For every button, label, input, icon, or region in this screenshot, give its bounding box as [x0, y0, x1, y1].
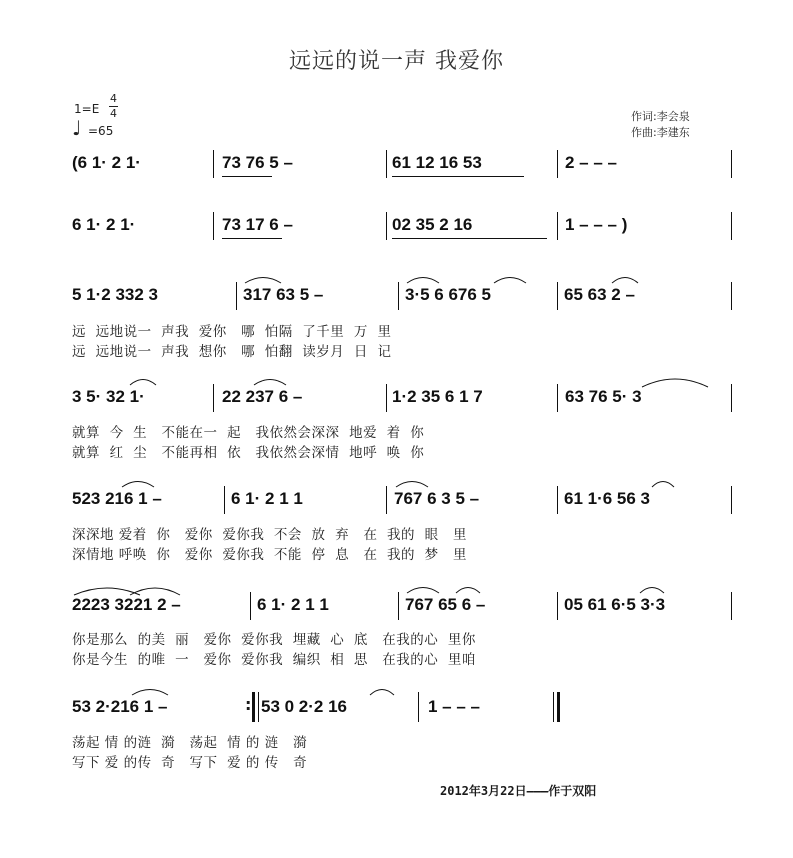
bar-line: [250, 592, 251, 620]
measure: 22 237 6 –: [222, 387, 303, 406]
bar-line: [731, 150, 732, 178]
underline: [392, 176, 524, 177]
bar-line: [398, 282, 399, 310]
bar-line: [213, 384, 214, 412]
composer-credit: 作曲:李建东: [631, 126, 690, 139]
bar-line: [731, 592, 732, 620]
bar-line: [557, 486, 558, 514]
slur: [405, 584, 441, 594]
slur: [128, 584, 182, 596]
slur: [610, 274, 640, 284]
tempo-marking: =65: [88, 124, 114, 138]
bar-line: [224, 486, 225, 514]
lyric-line-1: 你是那么 的美 丽 爱你 爱你我 埋藏 心 底 在我的心 里你: [72, 632, 476, 648]
measure: 3·5 6 676 5: [405, 285, 492, 304]
lyric-line-1: 荡起 情 的涟 漪 荡起 情 的 涟 漪: [72, 735, 308, 751]
slur: [368, 686, 396, 696]
measure: 1·2 35 6 1 7: [392, 387, 483, 406]
bar-line: [213, 150, 214, 178]
slur: [492, 274, 528, 284]
time-signature-numerator: 4: [110, 92, 117, 105]
lyric-line-2: 就算 红 尘 不能再相 依 我依然会深情 地呼 唤 你: [72, 445, 425, 461]
lyric-line-2: 深情地 呼唤 你 爱你 爱你我 不能 停 息 在 我的 梦 里: [72, 547, 467, 563]
slur: [454, 584, 482, 594]
lyric-line-2: 写下 爱 的传 奇 写下 爱 的 传 奇: [72, 755, 308, 771]
bar-line: [398, 592, 399, 620]
measure: 73 76 5 –: [222, 153, 293, 172]
key-signature: 1=E: [74, 102, 100, 116]
measure: 6 1· 2 1 1: [231, 489, 303, 508]
lyric-line-1: 就算 今 生 不能在一 起 我依然会深深 地爱 着 你: [72, 425, 425, 441]
measure: 767 65 6 –: [405, 595, 486, 614]
slur: [638, 584, 666, 594]
measure: 767 6 3 5 –: [394, 489, 480, 508]
measure: 317 63 5 –: [243, 285, 324, 304]
measure: 02 35 2 16: [392, 215, 473, 234]
repeat-bar-line: [252, 692, 255, 722]
measure: 2223 3221 2 –: [72, 595, 181, 614]
time-signature-denominator: 4: [110, 107, 117, 120]
bar-line: [213, 212, 214, 240]
slur: [252, 376, 288, 386]
underline: [222, 238, 282, 239]
measure: 53 2·216 1 –: [72, 697, 168, 716]
measure: 2 – – –: [565, 153, 617, 172]
lyricist-credit: 作词:李会泉: [631, 110, 690, 123]
measure: 5 1·2 332 3: [72, 285, 159, 304]
measure: 61 12 16 53: [392, 153, 482, 172]
bar-line: [557, 150, 558, 178]
lyric-line-1: 远 远地说一 声我 爱你 哪 怕隔 了千里 万 里: [72, 324, 392, 340]
bar-line: [557, 212, 558, 240]
bar-line: [557, 282, 558, 310]
slur: [243, 274, 283, 284]
bar-line: [731, 486, 732, 514]
bar-line: [731, 384, 732, 412]
final-bar-line: [553, 692, 554, 722]
slur: [405, 274, 441, 284]
bar-line: [557, 592, 558, 620]
bar-line: [386, 486, 387, 514]
bar-line: [236, 282, 237, 310]
song-title: 远远的说一声 我爱你: [289, 49, 504, 74]
measure: (6 1· 2 1·: [72, 153, 141, 172]
lyric-line-1: 深深地 爱着 你 爱你 爱你我 不会 放 弃 在 我的 眼 里: [72, 527, 467, 543]
measure: 05 61 6·5 3·3: [564, 595, 666, 614]
slur: [120, 478, 156, 488]
underline: [392, 238, 547, 239]
bar-line: [557, 384, 558, 412]
measure: 63 76 5· 3: [565, 387, 642, 406]
bar-line: [731, 282, 732, 310]
measure: 1 – – – ): [565, 215, 628, 234]
measure: 65 63 2 –: [564, 285, 635, 304]
measure: 6 1· 2 1·: [72, 215, 136, 234]
composition-date: 2012年3月22日———作于双阳: [440, 784, 597, 798]
slur: [130, 686, 170, 696]
lyric-line-2: 远 远地说一 声我 想你 哪 怕翻 读岁月 日 记: [72, 344, 392, 360]
bar-line: [386, 384, 387, 412]
slur: [650, 478, 676, 488]
measure: 3 5· 32 1·: [72, 387, 145, 406]
bar-line: [386, 212, 387, 240]
slur: [128, 376, 158, 386]
repeat-dots-icon: :: [245, 695, 252, 714]
bar-line: [386, 150, 387, 178]
measure: 73 17 6 –: [222, 215, 293, 234]
measure: 1 – – –: [428, 697, 480, 716]
repeat-bar-line: [258, 692, 259, 722]
lyric-line-2: 你是今生 的唯 一 爱你 爱你我 编织 相 思 在我的心 里咱: [72, 652, 476, 668]
measure: 523 216 1 –: [72, 489, 162, 508]
final-bar-line-thick: [557, 692, 560, 722]
slur: [394, 478, 430, 488]
bar-line: [731, 212, 732, 240]
measure: 61 1·6 56 3: [564, 489, 651, 508]
bar-line: [418, 692, 419, 722]
quarter-note-icon: ♩: [72, 116, 82, 140]
slur: [640, 374, 710, 388]
underline: [222, 176, 272, 177]
measure: 6 1· 2 1 1: [257, 595, 329, 614]
measure: 53 0 2·2 16: [261, 697, 348, 716]
